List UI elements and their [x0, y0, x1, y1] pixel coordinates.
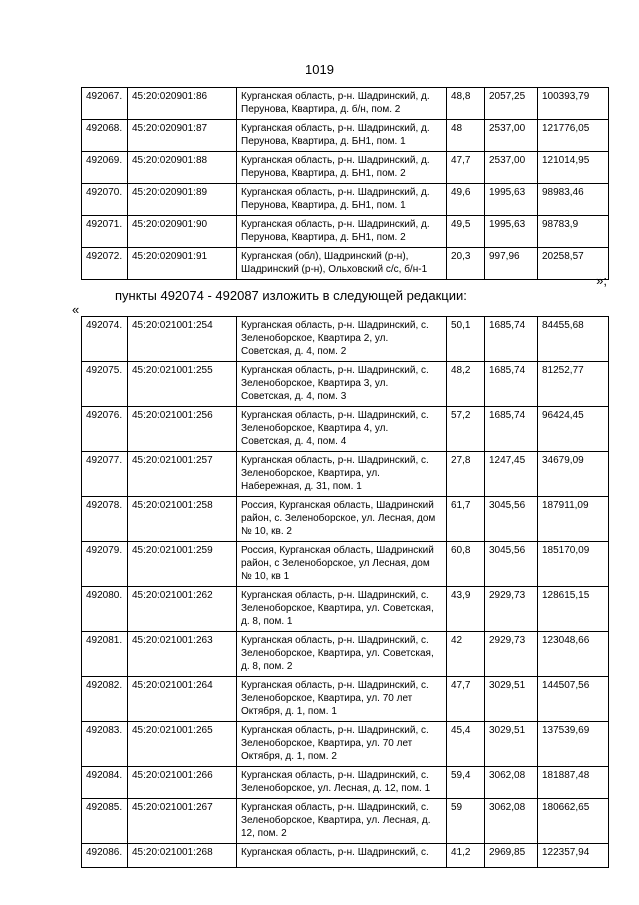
address-cell: Курганская область, р-н. Шадринский, д. Перунова, Квартира, д. БН1, пом. 2 — [237, 216, 447, 248]
row-number-cell: 492067. — [82, 88, 128, 120]
cadastral-value-cell: 137539,69 — [538, 722, 609, 767]
address-cell: Курганская область, р-н. Шадринский, с. — [237, 844, 447, 868]
cadastral-value-cell: 20258,57 — [538, 248, 609, 280]
unit-price-cell: 1685,74 — [485, 317, 538, 362]
unit-price-cell: 2929,73 — [485, 632, 538, 677]
table-row — [82, 120, 609, 152]
area-cell: 48,8 — [447, 88, 485, 120]
address-cell: Россия, Курганская область, Шадринский район, с. Зеленоборское, ул. Лесная, дом № 10, кв. 2 — [237, 497, 447, 542]
cadastral-number-cell: 45:20:021001:254 — [128, 317, 237, 362]
unit-price-cell: 2057,25 — [485, 88, 538, 120]
cadastral-number-cell: 45:20:020901:87 — [128, 120, 237, 152]
unit-price-cell: 3029,51 — [485, 722, 538, 767]
cadastral-value-cell: 128615,15 — [538, 587, 609, 632]
unit-price-cell: 1685,74 — [485, 407, 538, 452]
unit-price-cell: 2537,00 — [485, 120, 538, 152]
address-cell: Курганская область, р-н. Шадринский, с. Зеленоборское, Квартира 2, ул. Советская, д. 4, пом. 2 — [237, 317, 447, 362]
cadastral-number-cell: 45:20:020901:89 — [128, 184, 237, 216]
table-row — [82, 542, 609, 587]
unit-price-cell: 1995,63 — [485, 216, 538, 248]
unit-price-cell: 997,96 — [485, 248, 538, 280]
cadastral-number-cell: 45:20:021001:267 — [128, 799, 237, 844]
cadastral-number-cell: 45:20:021001:258 — [128, 497, 237, 542]
area-cell: 48,2 — [447, 362, 485, 407]
cadastral-number-cell: 45:20:021001:259 — [128, 542, 237, 587]
area-cell: 59 — [447, 799, 485, 844]
row-number-cell: 492068. — [82, 120, 128, 152]
unit-price-cell: 1247,45 — [485, 452, 538, 497]
unit-price-cell: 3029,51 — [485, 677, 538, 722]
cadastral-number-cell: 45:20:021001:265 — [128, 722, 237, 767]
cadastral-value-cell: 84455,68 — [538, 317, 609, 362]
row-number-cell: 492083. — [82, 722, 128, 767]
table-row — [82, 362, 609, 407]
area-cell: 60,8 — [447, 542, 485, 587]
address-cell: Курганская область, р-н. Шадринский, д. Перунова, Квартира, д. БН1, пом. 1 — [237, 120, 447, 152]
cadastral-number-cell: 45:20:021001:264 — [128, 677, 237, 722]
row-number-cell: 492076. — [82, 407, 128, 452]
cadastral-value-cell: 185170,09 — [538, 542, 609, 587]
cadastral-number-cell: 45:20:020901:86 — [128, 88, 237, 120]
unit-price-cell: 1685,74 — [485, 362, 538, 407]
area-cell: 59,4 — [447, 767, 485, 799]
row-number-cell: 492084. — [82, 767, 128, 799]
cadastral-number-cell: 45:20:021001:268 — [128, 844, 237, 868]
row-number-cell: 492077. — [82, 452, 128, 497]
row-number-cell: 492075. — [82, 362, 128, 407]
cadastral-value-cell: 98783,9 — [538, 216, 609, 248]
cadastral-number-cell: 45:20:021001:263 — [128, 632, 237, 677]
row-number-cell: 492071. — [82, 216, 128, 248]
table-row — [82, 248, 609, 280]
cadastral-number-cell: 45:20:020901:91 — [128, 248, 237, 280]
address-cell: Курганская область, р-н. Шадринский, д. Перунова, Квартира, д. БН1, пом. 1 — [237, 184, 447, 216]
area-cell: 50,1 — [447, 317, 485, 362]
address-cell: Курганская область, р-н. Шадринский, с. Зеленоборское, Квартира 3, ул. Советская, д. 4, пом. 3 — [237, 362, 447, 407]
cadastral-number-cell: 45:20:021001:262 — [128, 587, 237, 632]
address-cell: Курганская область, р-н. Шадринский, с. Зеленоборское, Квартира, ул. Советская, д. 8, пом. 2 — [237, 632, 447, 677]
table-row — [82, 216, 609, 248]
area-cell: 47,7 — [447, 677, 485, 722]
unit-price-cell: 2537,00 — [485, 152, 538, 184]
table-row — [82, 88, 609, 120]
area-cell: 47,7 — [447, 152, 485, 184]
cadastral-value-cell: 34679,09 — [538, 452, 609, 497]
cadastral-number-cell: 45:20:020901:90 — [128, 216, 237, 248]
row-number-cell: 492079. — [82, 542, 128, 587]
row-number-cell: 492082. — [82, 677, 128, 722]
cadastral-value-cell: 100393,79 — [538, 88, 609, 120]
cadastral-value-cell: 122357,94 — [538, 844, 609, 868]
table-row — [82, 152, 609, 184]
page-number: 1019 — [305, 62, 334, 77]
closing-quote: »; — [596, 273, 607, 288]
address-cell: Курганская область, р-н. Шадринский, с. Зеленоборское, Квартира, ул. 70 лет Октября, д. 1, пом. 2 — [237, 722, 447, 767]
address-cell: Курганская область, р-н. Шадринский, с. Зеленоборское, Квартира, ул. 70 лет Октября, д. 1, пом. 1 — [237, 677, 447, 722]
cadastral-number-cell: 45:20:020901:88 — [128, 152, 237, 184]
address-cell: Курганская (обл), Шадринский (р-н), Шадринский (р-н), Ольховский с/с, б/н-1 — [237, 248, 447, 280]
area-cell: 45,4 — [447, 722, 485, 767]
cadastral-value-cell: 81252,77 — [538, 362, 609, 407]
area-cell: 20,3 — [447, 248, 485, 280]
row-number-cell: 492074. — [82, 317, 128, 362]
table-row — [82, 184, 609, 216]
cadastral-value-cell: 187911,09 — [538, 497, 609, 542]
address-cell: Курганская область, р-н. Шадринский, с. Зеленоборское, Квартира 4, ул. Советская, д. 4, пом. 4 — [237, 407, 447, 452]
area-cell: 49,6 — [447, 184, 485, 216]
table-row — [82, 587, 609, 632]
area-cell: 27,8 — [447, 452, 485, 497]
area-cell: 49,5 — [447, 216, 485, 248]
cadastral-value-cell: 181887,48 — [538, 767, 609, 799]
address-cell: Курганская область, р-н. Шадринский, д. Перунова, Квартира, д. б/н, пом. 2 — [237, 88, 447, 120]
area-cell: 61,7 — [447, 497, 485, 542]
row-number-cell: 492081. — [82, 632, 128, 677]
unit-price-cell: 3045,56 — [485, 497, 538, 542]
cadastral-number-cell: 45:20:021001:255 — [128, 362, 237, 407]
cadastral-value-cell: 96424,45 — [538, 407, 609, 452]
area-cell: 43,9 — [447, 587, 485, 632]
area-cell: 42 — [447, 632, 485, 677]
table-row — [82, 497, 609, 542]
row-number-cell: 492085. — [82, 799, 128, 844]
unit-price-cell: 1995,63 — [485, 184, 538, 216]
unit-price-cell: 2929,73 — [485, 587, 538, 632]
row-number-cell: 492080. — [82, 587, 128, 632]
cadastral-value-cell: 98983,46 — [538, 184, 609, 216]
address-cell: Курганская область, р-н. Шадринский, с. Зеленоборское, Квартира, ул. Набережная, д. 31, пом. 1 — [237, 452, 447, 497]
table-row — [82, 407, 609, 452]
cadastral-value-cell: 180662,65 — [538, 799, 609, 844]
area-cell: 57,2 — [447, 407, 485, 452]
cadastral-value-cell: 121014,95 — [538, 152, 609, 184]
row-number-cell: 492069. — [82, 152, 128, 184]
property-table-top — [81, 87, 609, 280]
address-cell: Курганская область, р-н. Шадринский, с. Зеленоборское, Квартира, ул. Советская, д. 8, пом. 1 — [237, 587, 447, 632]
cadastral-number-cell: 45:20:021001:257 — [128, 452, 237, 497]
table-row — [82, 632, 609, 677]
address-cell: Курганская область, р-н. Шадринский, д. Перунова, Квартира, д. БН1, пом. 2 — [237, 152, 447, 184]
table-row — [82, 722, 609, 767]
table-row — [82, 317, 609, 362]
row-number-cell: 492072. — [82, 248, 128, 280]
unit-price-cell: 2969,85 — [485, 844, 538, 868]
opening-quote: « — [72, 302, 80, 317]
table-row — [82, 799, 609, 844]
address-cell: Россия, Курганская область, Шадринский район, с Зеленоборское, ул Лесная, дом № 10, кв 1 — [237, 542, 447, 587]
cadastral-number-cell: 45:20:021001:266 — [128, 767, 237, 799]
table-row — [82, 767, 609, 799]
unit-price-cell: 3062,08 — [485, 767, 538, 799]
cadastral-value-cell: 144507,56 — [538, 677, 609, 722]
address-cell: Курганская область, р-н. Шадринский, с. Зеленоборское, Квартира, ул. Лесная, д. 12, пом. 2 — [237, 799, 447, 844]
table-row — [82, 677, 609, 722]
table-row — [82, 452, 609, 497]
row-number-cell: 492078. — [82, 497, 128, 542]
unit-price-cell: 3062,08 — [485, 799, 538, 844]
cadastral-value-cell: 123048,66 — [538, 632, 609, 677]
property-table-amended — [81, 316, 609, 868]
amendment-instruction: пункты 492074 - 492087 изложить в следующей редакции: — [115, 288, 467, 303]
cadastral-number-cell: 45:20:021001:256 — [128, 407, 237, 452]
row-number-cell: 492070. — [82, 184, 128, 216]
area-cell: 48 — [447, 120, 485, 152]
address-cell: Курганская область, р-н. Шадринский, с. Зеленоборское, ул. Лесная, д. 12, пом. 1 — [237, 767, 447, 799]
unit-price-cell: 3045,56 — [485, 542, 538, 587]
row-number-cell: 492086. — [82, 844, 128, 868]
cadastral-value-cell: 121776,05 — [538, 120, 609, 152]
table-row — [82, 844, 609, 868]
area-cell: 41,2 — [447, 844, 485, 868]
